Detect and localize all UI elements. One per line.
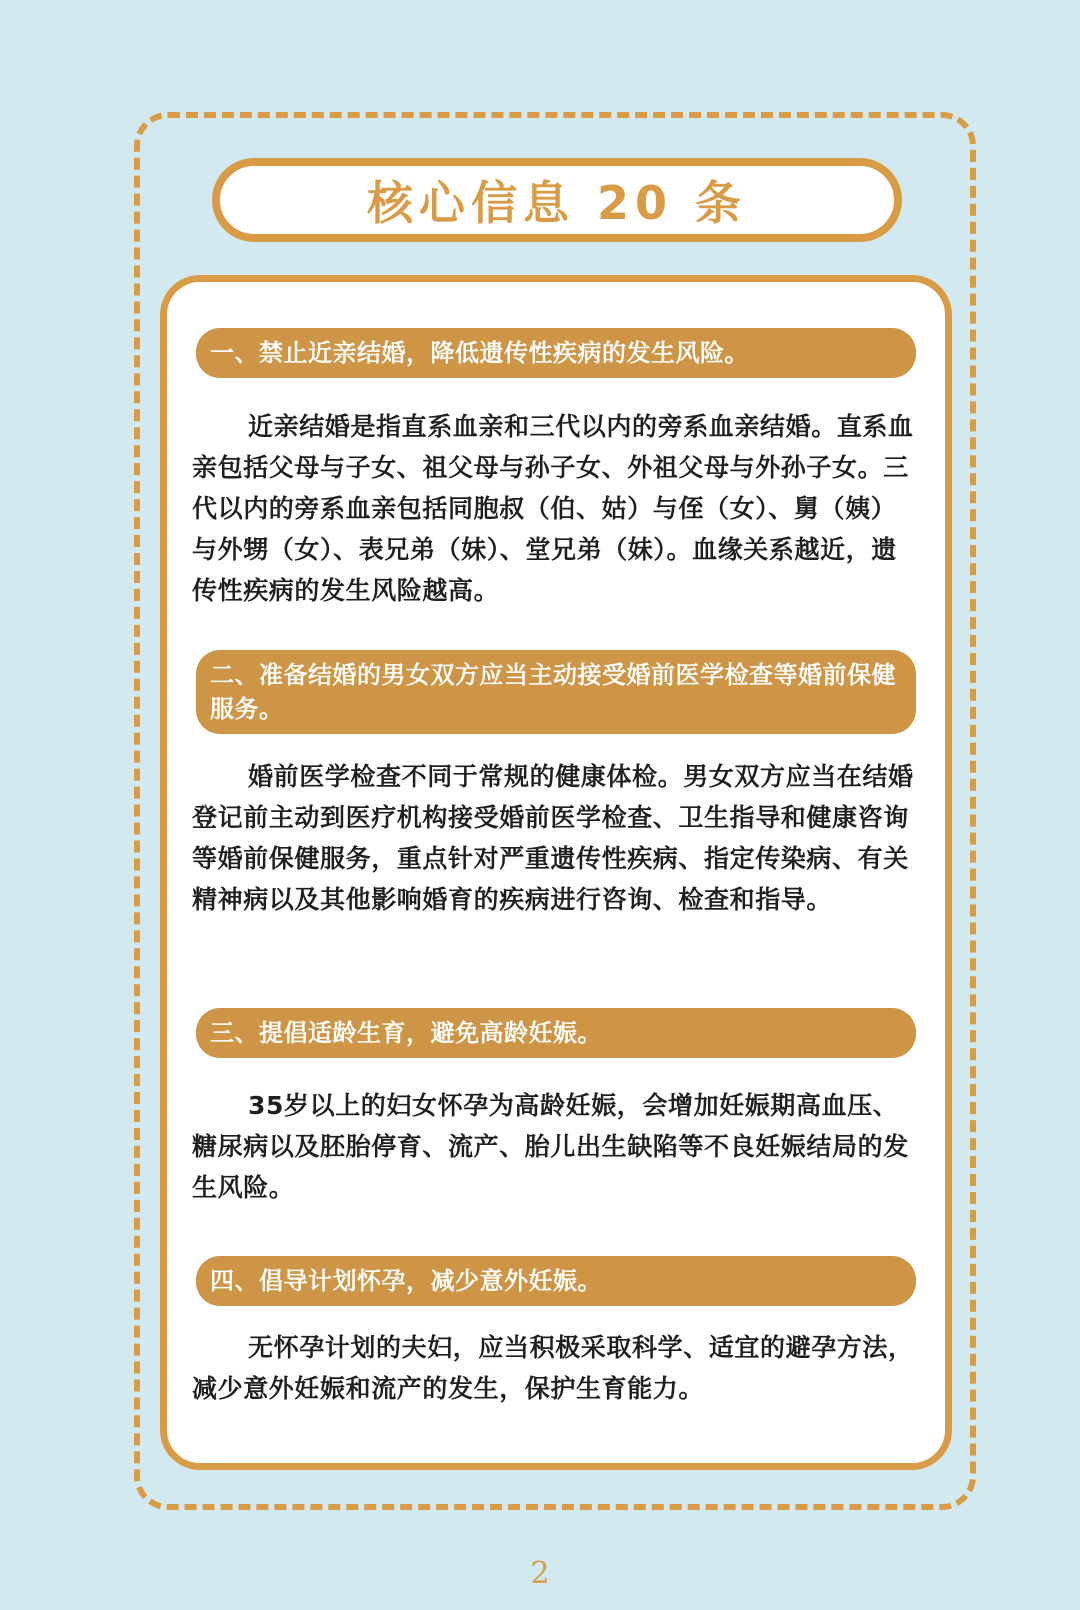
section-heading-3: 三、提倡适龄生育，避免高龄妊娠。 <box>196 1008 916 1058</box>
section-body-1: 近亲结婚是指直系血亲和三代以内的旁系血亲结婚。直系血亲包括父母与子女、祖父母与孙子女、外祖父母与外孙子女。三代以内的旁系血亲包括同胞叔（伯、姑）与侄（女）、舅（姨）与外甥（女）、表兄弟（妹）、堂兄弟（妹）。血缘关系越近，遗传性疾病的发生风险越高。 <box>192 412 914 605</box>
page-number: 2 <box>530 1556 550 1591</box>
section-body-4: 无怀孕计划的夫妇，应当积极采取科学、适宜的避孕方法，减少意外妊娠和流产的发生，保护生育能力。 <box>192 1333 914 1403</box>
title-banner <box>212 158 902 242</box>
section-heading-2: 二、准备结婚的男女双方应当主动接受婚前医学检查等婚前保健服务。 <box>196 650 916 734</box>
section-body-3: 35岁以上的妇女怀孕为高龄妊娠，会增加妊娠期高血压、糖尿病以及胚胎停育、流产、胎儿出生缺陷等不良妊娠结局的发生风险。 <box>192 1091 909 1202</box>
section-heading-1: 一、禁止近亲结婚，降低遗传性疾病的发生风险。 <box>196 328 916 378</box>
page-title: 核心信息 20 条 <box>366 176 748 230</box>
section-heading-4: 四、倡导计划怀孕，减少意外妊娠。 <box>196 1256 916 1306</box>
section-body-2: 婚前医学检查不同于常规的健康体检。男女双方应当在结婚登记前主动到医疗机构接受婚前医学检查、卫生指导和健康咨询等婚前保健服务，重点针对严重遗传性疾病、指定传染病、有关精神病以及其他影响婚育的疾病进行咨询、检查和指导。 <box>192 762 914 914</box>
